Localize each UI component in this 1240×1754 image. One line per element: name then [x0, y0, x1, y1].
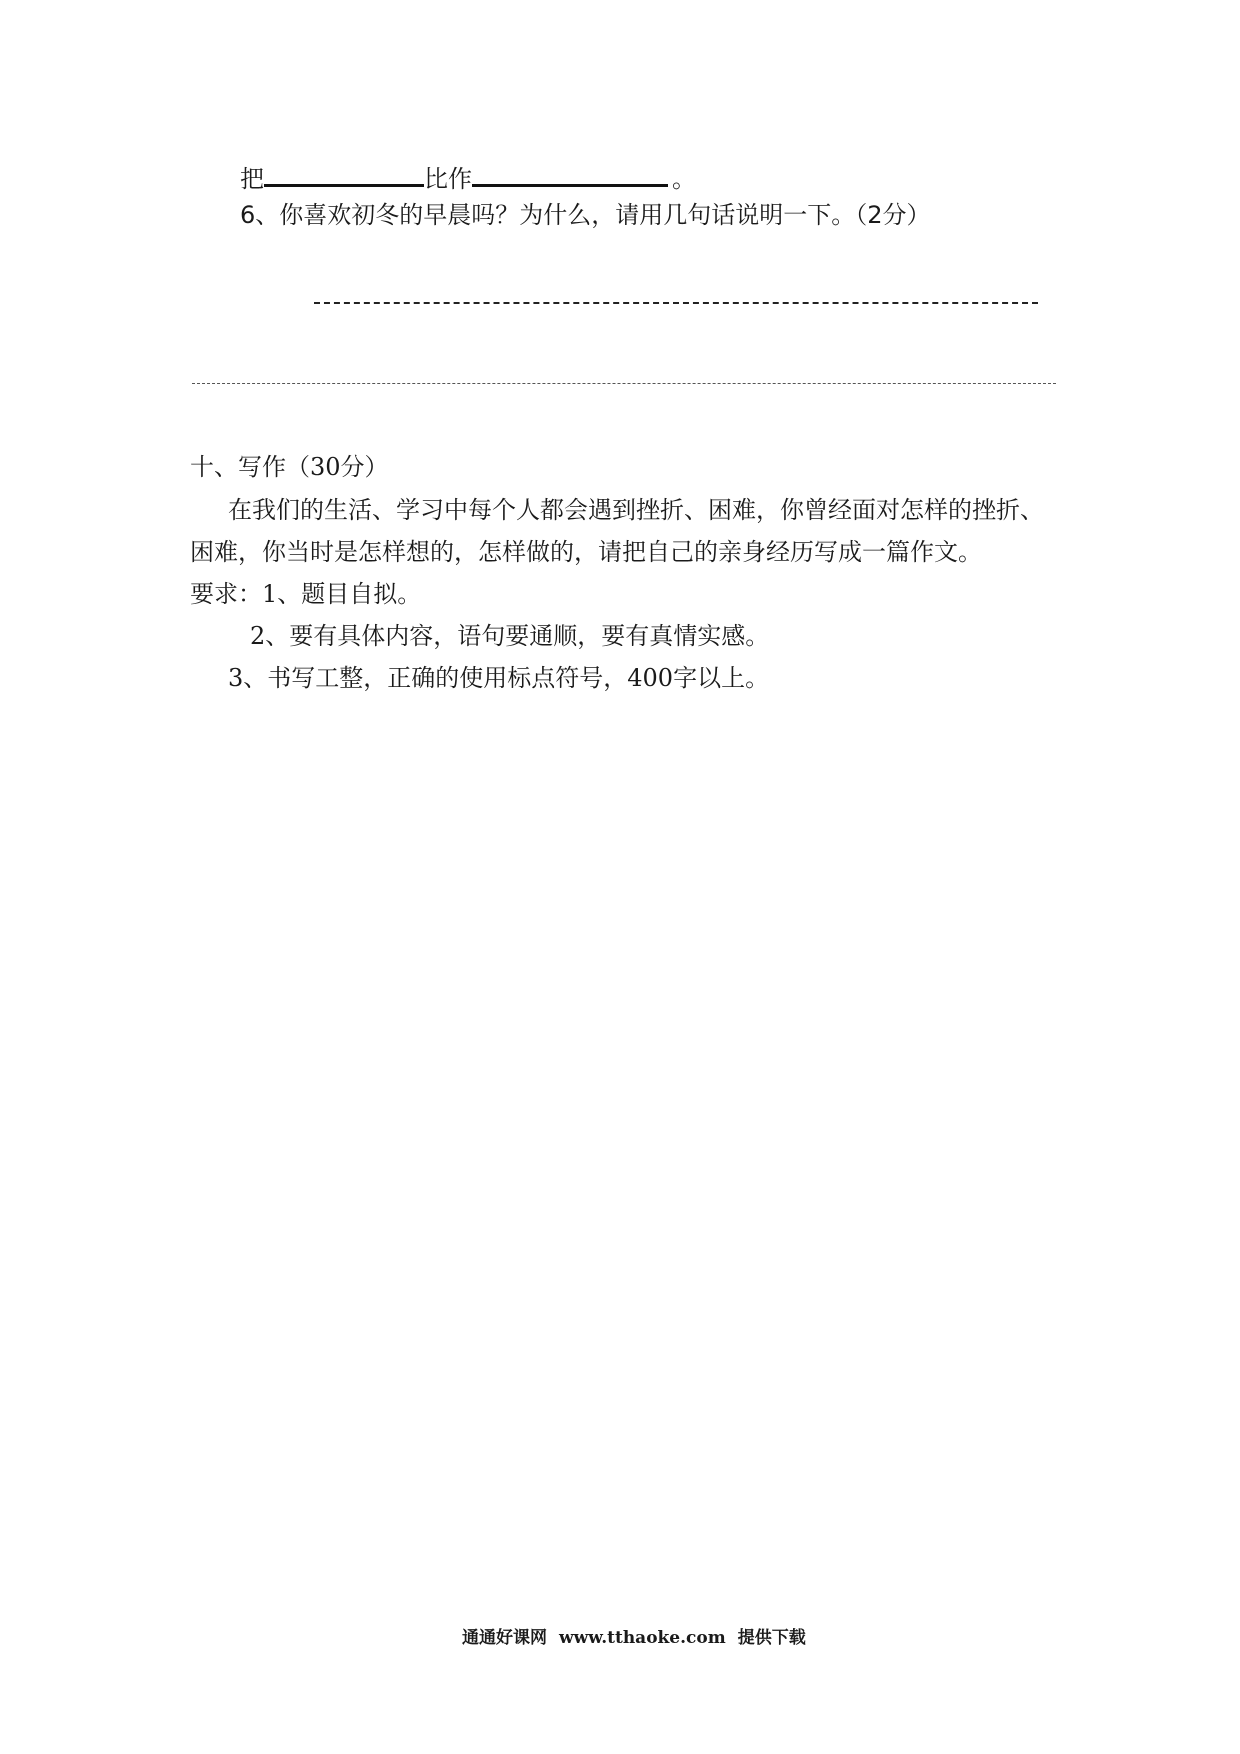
- q5-middle: 比作: [424, 165, 472, 193]
- writing-requirement-2: 2、要有具体内容，语句要通顺，要有真情实感。: [250, 622, 770, 650]
- page-footer: [462, 1627, 806, 1649]
- answer-line-2[interactable]: [192, 383, 1056, 384]
- q5-answer-blank-2[interactable]: [472, 160, 668, 187]
- footer-site-name: 通通好课网: [462, 1628, 547, 1648]
- q5-suffix: 。: [672, 165, 696, 193]
- q6-question: 6、你喜欢初冬的早晨吗？为什么，请用几句话说明一下。（2分）: [240, 201, 931, 229]
- writing-requirements-label: 要求：1、题目自拟。: [190, 580, 422, 608]
- writing-prompt-line-1: 在我们的生活、学习中每个人都会遇到挫折、困难，你曾经面对怎样的挫折、: [228, 496, 1044, 524]
- q5-fill-blank-line: [240, 160, 696, 194]
- writing-requirement-3: 3、书写工整，正确的使用标点符号，400字以上。: [228, 664, 770, 692]
- footer-note: 提供下载: [737, 1628, 806, 1648]
- answer-line-1[interactable]: [314, 302, 1038, 304]
- writing-prompt-line-2: 困难，你当时是怎样想的，怎样做的，请把自己的亲身经历写成一篇作文。: [190, 538, 982, 566]
- q5-answer-blank-1[interactable]: [264, 160, 424, 187]
- footer-url[interactable]: www.tthaoke.com: [559, 1628, 726, 1648]
- writing-heading: 十、写作（30分）: [190, 453, 389, 481]
- q5-prefix: 把: [240, 165, 264, 193]
